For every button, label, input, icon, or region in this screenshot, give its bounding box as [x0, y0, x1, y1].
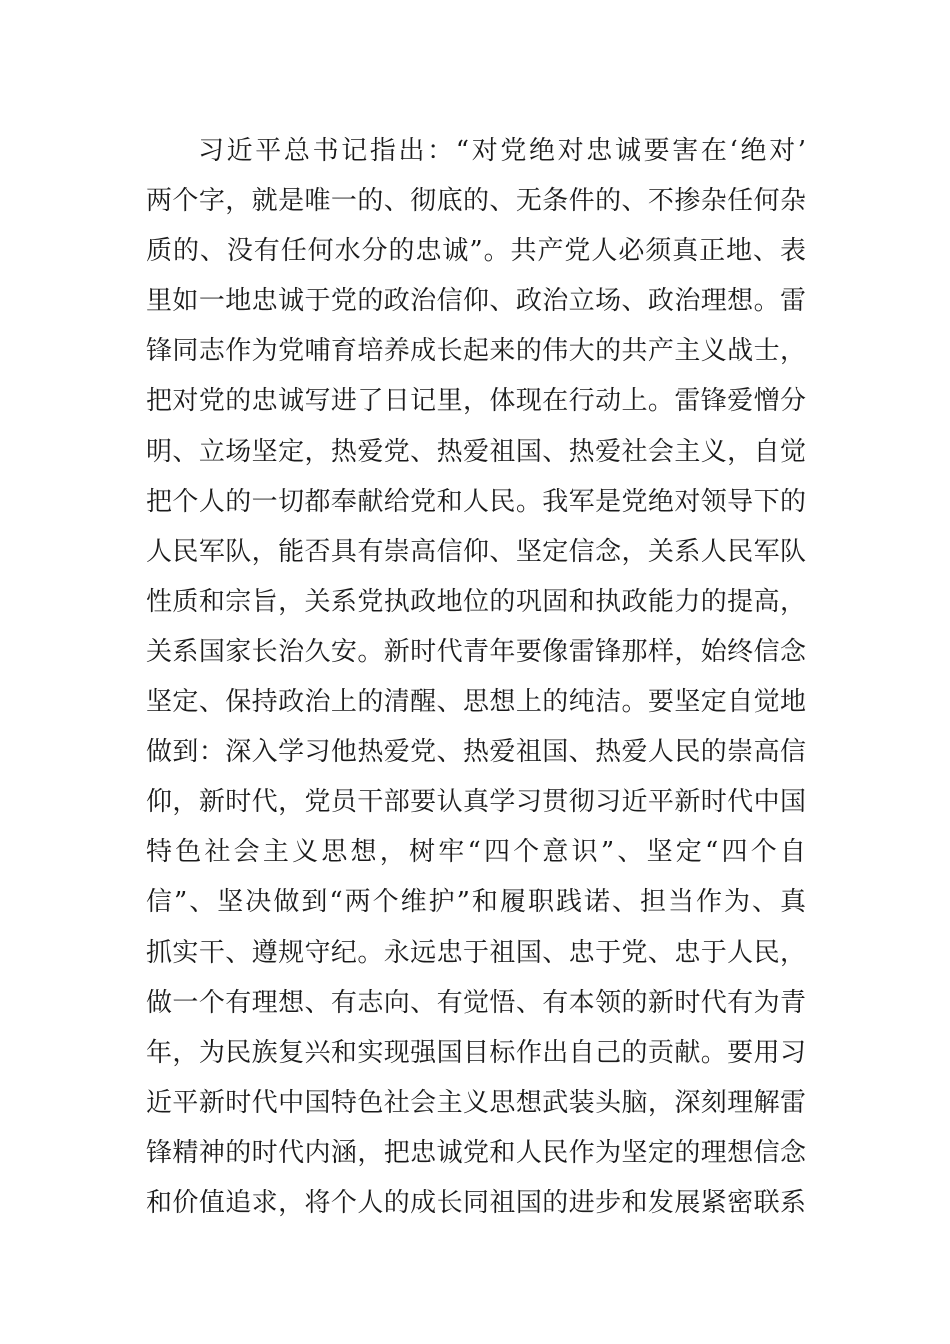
body-paragraph	[146, 126, 806, 1228]
paragraph-line-22: 和价值追求，将个人的成长同祖国的进步和发展紧密联系	[146, 1187, 806, 1218]
paragraph-line-1: 习近平总书记指出：“对党绝对忠诚要害在‘绝对’	[198, 136, 806, 166]
paragraph-line-4: 里如一地忠诚于党的政治信仰、政治立场、政治理想。雷	[146, 286, 806, 317]
paragraph-line-3: 质的、没有任何水分的忠诚”。共产党人必须真正地、表	[146, 236, 806, 267]
paragraph-line-6: 把对党的忠诚写进了日记里，体现在行动上。雷锋爱憎分	[146, 386, 806, 417]
paragraph-line-21: 锋精神的时代内涵，把忠诚党和人民作为坚定的理想信念	[146, 1137, 806, 1168]
paragraph-line-8: 把个人的一切都奉献给党和人民。我军是党绝对领导下的	[146, 486, 806, 517]
paragraph-line-7: 明、立场坚定，热爱党、热爱祖国、热爱社会主义，自觉	[146, 436, 806, 467]
paragraph-line-17: 抓实干、遵规守纪。永远忠于祖国、忠于党、忠于人民，	[146, 937, 806, 968]
paragraph-line-13: 做到：深入学习他热爱党、热爱祖国、热爱人民的崇高信	[146, 737, 806, 768]
paragraph-line-12: 坚定、保持政治上的清醒、思想上的纯洁。要坚定自觉地	[146, 687, 806, 718]
paragraph-line-20: 近平新时代中国特色社会主义思想武装头脑，深刻理解雷	[146, 1087, 806, 1118]
paragraph-line-19: 年，为民族复兴和实现强国目标作出自己的贡献。要用习	[146, 1037, 806, 1068]
paragraph-line-2: 两个字，就是唯一的、彻底的、无条件的、不掺杂任何杂	[146, 186, 806, 217]
paragraph-line-14: 仰，新时代，党员干部要认真学习贯彻习近平新时代中国	[146, 787, 806, 818]
paragraph-line-5: 锋同志作为党哺育培养成长起来的伟大的共产主义战士，	[146, 336, 806, 367]
paragraph-line-10: 性质和宗旨，关系党执政地位的巩固和执政能力的提高，	[146, 586, 806, 617]
paragraph-line-15: 特色社会主义思想，树牢“四个意识”、坚定“四个自	[146, 837, 806, 868]
paragraph-line-9: 人民军队，能否具有崇高信仰、坚定信念，关系人民军队	[146, 536, 806, 567]
paragraph-line-16: 信”、坚决做到“两个维护”和履职践诺、担当作为、真	[146, 887, 806, 918]
paragraph-line-18: 做一个有理想、有志向、有觉悟、有本领的新时代有为青	[146, 987, 806, 1018]
paragraph-line-11: 关系国家长治久安。新时代青年要像雷锋那样，始终信念	[146, 636, 806, 667]
